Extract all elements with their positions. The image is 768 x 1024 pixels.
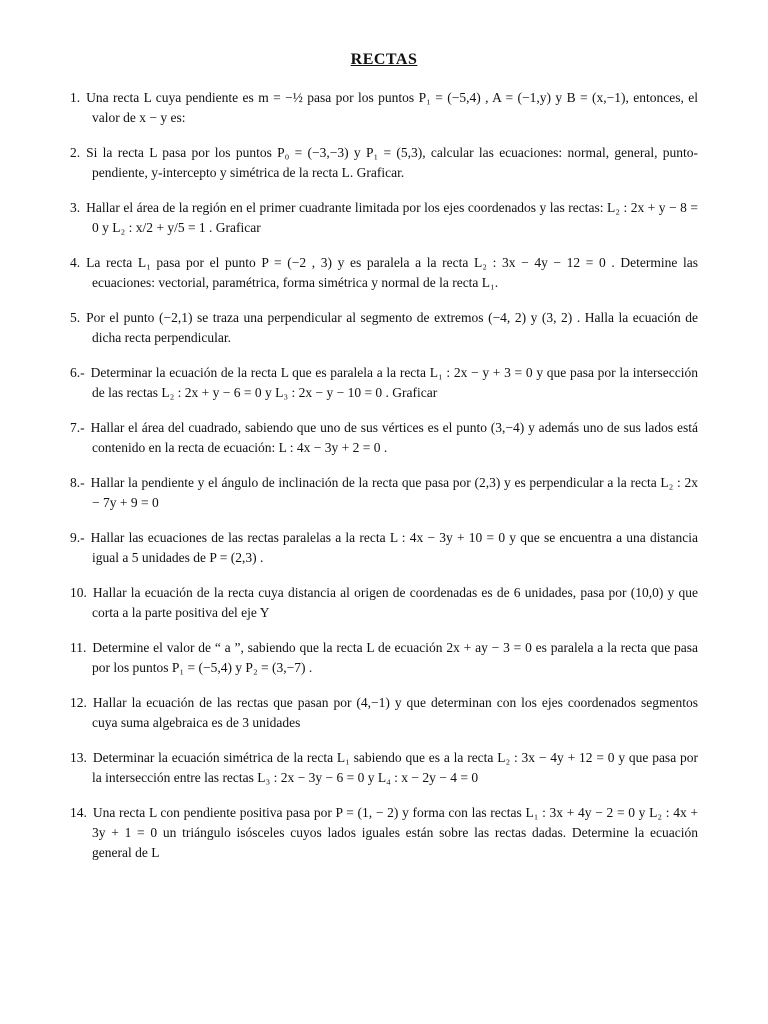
- problem-5: [70, 308, 698, 348]
- problem-14: [70, 803, 698, 863]
- problem-text: Hallar la ecuación de la recta cuya distancia al origen de coordenadas es de 6 unidades, pasa por (10,0) y que corta a la parte positiva del eje Y: [92, 585, 698, 620]
- problem-number: 10.: [70, 585, 87, 600]
- problem-number: 11.: [70, 640, 87, 655]
- problem-6: [70, 363, 698, 403]
- problem-number: 4.: [70, 255, 81, 270]
- problem-text: Determine el valor de “ a ”, sabiendo que la recta L de ecuación 2x + ay − 3 = 0 es paralela a la recta que pasa por los puntos P₁ = (−5,4) y P₂ = (3,−7) .: [92, 640, 698, 675]
- problem-text: Si la recta L pasa por los puntos P₀ = (−3,−3) y P₁ = (5,3), calcular las ecuaciones: normal, general, punto-pendiente, y-intercepto y simétrica de la recta L. Graficar.: [86, 145, 698, 180]
- problem-number: 7.-: [70, 420, 85, 435]
- problem-text: Hallar las ecuaciones de las rectas paralelas a la recta L : 4x − 3y + 10 = 0 y que se encuentra a una distancia igual a 5 unidades de P = (2,3) .: [90, 530, 698, 565]
- problem-text: Una recta L cuya pendiente es m = −½ pasa por los puntos P₁ = (−5,4) , A = (−1,y) y B = (x,−1), entonces, el valor de x − y es:: [86, 90, 698, 125]
- problem-number: 5.: [70, 310, 81, 325]
- problem-13: [70, 748, 698, 788]
- problem-text: Determinar la ecuación simétrica de la recta L₁ sabiendo que es a la recta L₂ : 3x − 4y + 12 = 0 y que pasa por la intersección entre las rectas L₃ : 2x − 3y − 6 = 0 y L₄ : x − 2y − 4 = 0: [92, 750, 698, 785]
- problem-number: 1.: [70, 90, 81, 105]
- problem-10: [70, 583, 698, 623]
- problem-12: [70, 693, 698, 733]
- problem-3: [70, 198, 698, 238]
- problem-11: [70, 638, 698, 678]
- problem-number: 8.-: [70, 475, 85, 490]
- problem-text: Hallar el área de la región en el primer cuadrante limitada por los ejes coordenados y las rectas: L₂ : 2x + y − 8 = 0 y L₂ : x/2 + y/5 = 1 . Graficar: [86, 200, 698, 235]
- problem-1: [70, 88, 698, 128]
- problem-number: 14.: [70, 805, 87, 820]
- problem-8: [70, 473, 698, 513]
- problem-text: Hallar el área del cuadrado, sabiendo que uno de sus vértices es el punto (3,−4) y además uno de sus lados está contenido en la recta de ecuación: L : 4x − 3y + 2 = 0 .: [90, 420, 698, 455]
- problem-4: [70, 253, 698, 293]
- problem-2: [70, 143, 698, 183]
- problem-text: La recta L₁ pasa por el punto P = (−2 , 3) y es paralela a la recta L₂ : 3x − 4y − 12 = 0 . Determine las ecuaciones: vectorial, paramétrica, forma simétrica y normal de la recta L₁.: [86, 255, 698, 290]
- problem-9: [70, 528, 698, 568]
- problem-text: Hallar la pendiente y el ángulo de inclinación de la recta que pasa por (2,3) y es perpendicular a la recta L₂ : 2x − 7y + 9 = 0: [90, 475, 698, 510]
- problem-number: 9.-: [70, 530, 85, 545]
- problem-text: Determinar la ecuación de la recta L que es paralela a la recta L₁ : 2x − y + 3 = 0 y que pasa por la intersección de las rectas L₂ : 2x + y − 6 = 0 y L₃ : 2x − y − 10 = 0 . Graficar: [90, 365, 698, 400]
- problem-number: 6.-: [70, 365, 85, 380]
- problem-number: 3.: [70, 200, 81, 215]
- page-title: RECTAS: [350, 51, 418, 68]
- problem-text: Por el punto (−2,1) se traza una perpendicular al segmento de extremos (−4, 2) y (3, 2) . Halla la ecuación de dicha recta perpendicular.: [86, 310, 698, 345]
- problem-text: Hallar la ecuación de las rectas que pasan por (4,−1) y que determinan con los ejes coordenados segmentos cuya suma algebraica es de 3 unidades: [92, 695, 698, 730]
- problem-number: 2.: [70, 145, 81, 160]
- problem-number: 13.: [70, 750, 87, 765]
- problem-7: [70, 418, 698, 458]
- problem-text: Una recta L con pendiente positiva pasa por P = (1, − 2) y forma con las rectas L₁ : 3x + 4y − 2 = 0 y L₂ : 4x + 3y + 1 = 0 un triángulo isósceles cuyos lados iguales están sobre las rectas dadas. Determine la ecuación general de L: [92, 805, 698, 860]
- problem-number: 12.: [70, 695, 87, 710]
- problem-list: [70, 88, 698, 863]
